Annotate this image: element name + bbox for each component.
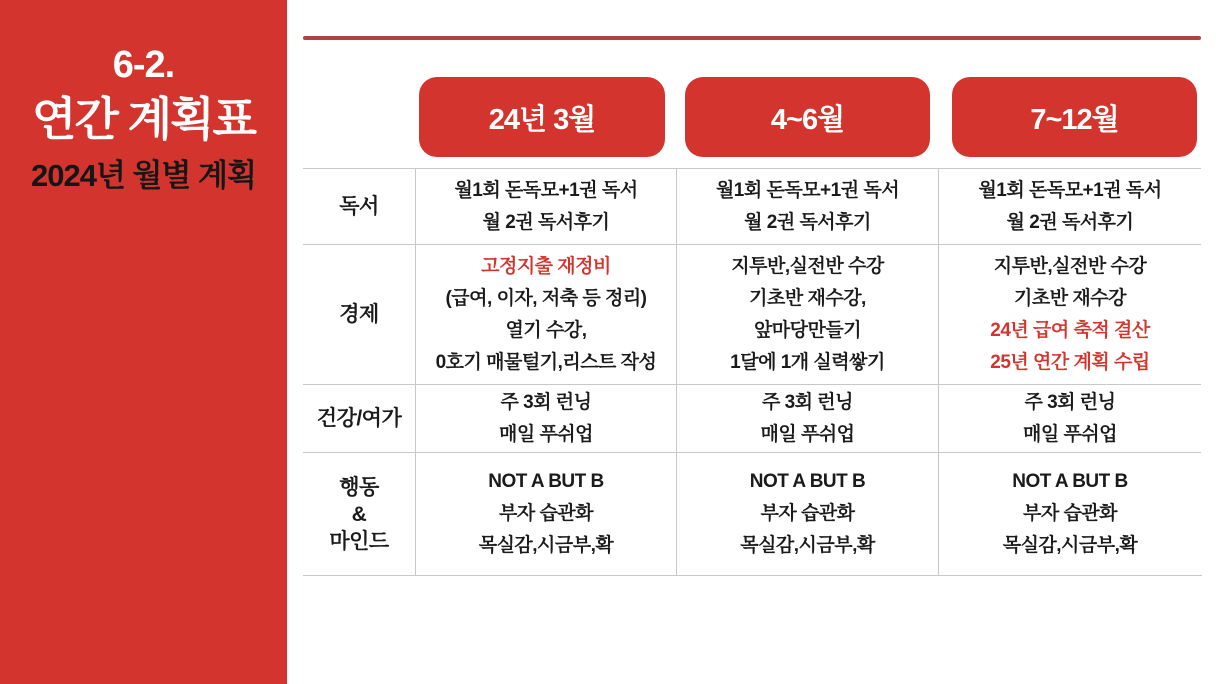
table-cell xyxy=(676,452,938,575)
cell-text-line: 지투반,실전반 수강 xyxy=(993,255,1147,277)
column-header-label: 7~12월 xyxy=(1030,103,1119,136)
column-header-apr-jun xyxy=(685,77,930,157)
cell-text-line: 기초반 재수강, xyxy=(749,287,866,309)
slide-number: 6-2. xyxy=(112,44,175,86)
cell-text-line: NOT A BUT B xyxy=(749,471,866,492)
cell-text-line: 월 2권 독서후기 xyxy=(1006,211,1134,233)
cell-text-line: NOT A BUT B xyxy=(1012,471,1128,492)
table-cell xyxy=(938,244,1201,384)
row-label xyxy=(303,384,415,452)
table-cell xyxy=(676,384,938,452)
cell-text-line: 매일 푸쉬업 xyxy=(498,423,594,445)
cell-text-line: 월 2권 독서후기 xyxy=(744,211,871,233)
cell-text-line: NOT A BUT B xyxy=(488,471,604,492)
column-header-label: 24년 3월 xyxy=(488,103,596,136)
table-cell xyxy=(415,452,676,575)
row-label xyxy=(303,452,415,575)
cell-text-line: 1달에 1개 실력쌓기 xyxy=(730,351,885,373)
cell-text-line: 월 2권 독서후기 xyxy=(482,211,610,233)
cell-text-line: 열기 수강, xyxy=(505,319,587,341)
page-title: 연간 계획표 xyxy=(32,92,255,145)
cell-text-line: 월1회 돈독모+1권 독서 xyxy=(454,179,638,201)
row-label-line: 경제 xyxy=(339,303,379,326)
sidebar xyxy=(0,0,287,684)
cell-text-line: 매일 푸쉬업 xyxy=(1022,423,1118,445)
cell-text-line: 목실감,시금부,확 xyxy=(1002,535,1138,556)
cell-text-line: 매일 푸쉬업 xyxy=(760,423,855,445)
table-cell xyxy=(676,244,938,384)
table-cell xyxy=(415,244,676,384)
table-cell xyxy=(415,384,676,452)
table-cell xyxy=(938,384,1201,452)
cell-text-line: 월1회 돈독모+1권 독서 xyxy=(978,179,1162,201)
page-subtitle: 2024년 월별 계획 xyxy=(31,157,256,193)
table-cell xyxy=(676,168,938,244)
table-cell xyxy=(938,452,1201,575)
table-cell xyxy=(938,168,1201,244)
divider-line xyxy=(303,36,1201,40)
cell-text-line: 주 3회 런닝 xyxy=(1024,391,1116,413)
cell-text-line: 주 3회 런닝 xyxy=(761,391,854,413)
cell-text-line: 부자 습관화 xyxy=(1022,503,1118,524)
cell-text-line: 부자 습관화 xyxy=(498,503,594,524)
table-cell xyxy=(415,168,676,244)
cell-text-line: 지투반,실전반 수강 xyxy=(731,255,884,277)
cell-text-line: 월1회 돈독모+1권 독서 xyxy=(715,179,900,201)
cell-text-line: 목실감,시금부,확 xyxy=(478,535,614,556)
row-label-line: 마인드 xyxy=(329,529,389,553)
cell-text-line: 주 3회 런닝 xyxy=(500,391,592,413)
row-label-line: 독서 xyxy=(339,195,379,218)
column-header-label: 4~6월 xyxy=(770,103,845,136)
row-label-line: 행동 xyxy=(339,475,379,499)
cell-text-line: 기초반 재수강 xyxy=(1014,287,1126,309)
cell-text-line: 24년 급여 축적 결산 xyxy=(990,319,1150,341)
cell-text-line: 25년 연간 계획 수립 xyxy=(990,351,1150,373)
plan-table xyxy=(303,168,1202,576)
cell-text-line: 부자 습관화 xyxy=(760,503,855,524)
cell-text-line: 앞마당만들기 xyxy=(753,319,862,341)
row-label-line: 건강/여가 xyxy=(316,407,402,430)
column-header-jul-dec xyxy=(952,77,1197,157)
cell-text-line: 목실감,시금부,확 xyxy=(740,535,875,556)
cell-text-line: (급여, 이자, 저축 등 정리) xyxy=(445,287,647,309)
row-label xyxy=(303,244,415,384)
column-header-mar-2024 xyxy=(419,77,665,157)
cell-text-line: 고정지출 재정비 xyxy=(481,255,611,277)
row-label-line: & xyxy=(351,502,367,526)
cell-text-line: 0호기 매물털기,리스트 작성 xyxy=(435,351,657,373)
row-label xyxy=(303,168,415,244)
